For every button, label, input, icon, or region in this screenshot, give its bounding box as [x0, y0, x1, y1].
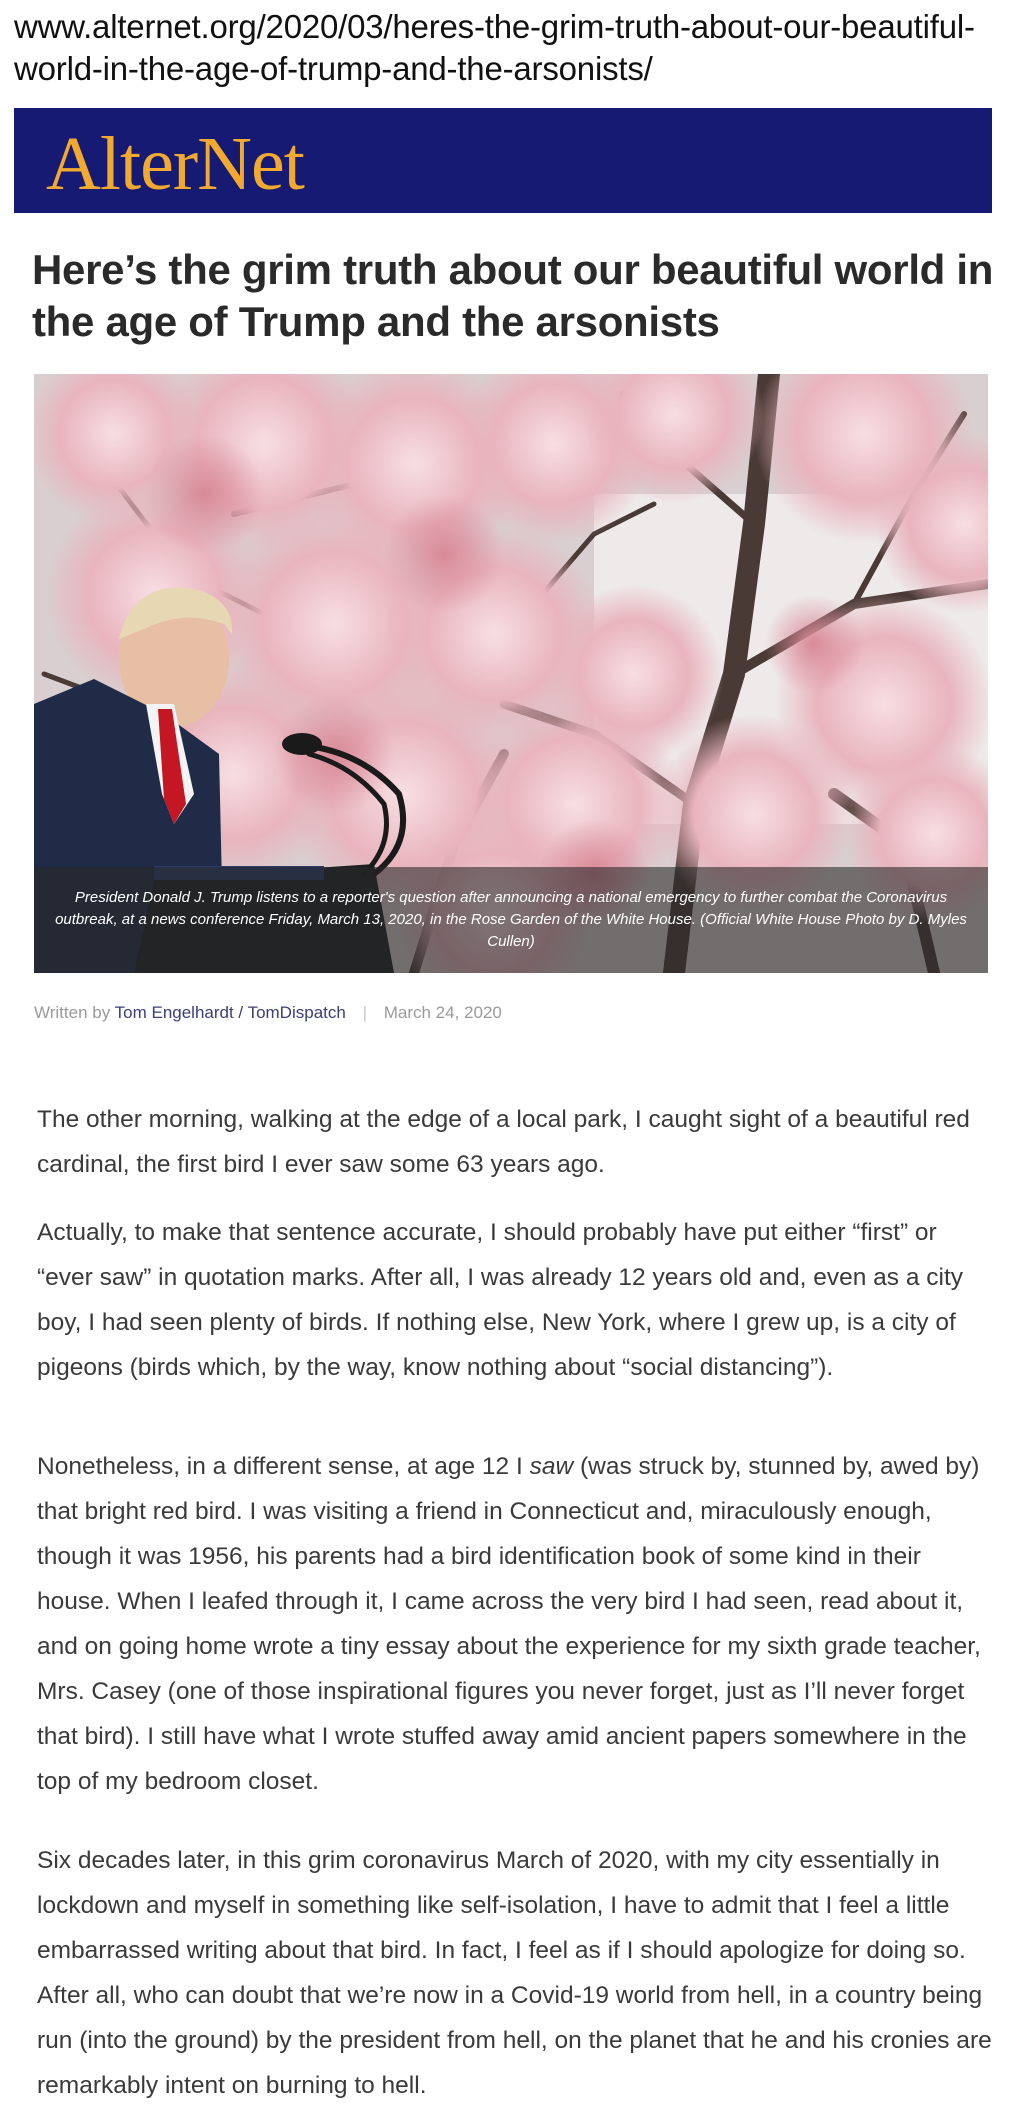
- paragraph-3-start: Nonetheless, in a different sense, at age 12 I: [37, 1453, 530, 1480]
- byline-prefix: Written by: [34, 1003, 111, 1022]
- paragraph-3-end: (was struck by, stunned by, awed by) that bright red bird. I was visiting a friend in Connecticut and, miraculously enough, though it was 1956, his parents had a bird identification book of some kind in their house. When I leafed through it, I came across the very bird I had seen, read about it, and on going home wrote a tiny essay about the experience for my sixth grade teacher, Mrs. Casey (one of those inspirational figures you never forget, just as I’ll never forget that bird). I still have what I wrote stuffed away amid ancient papers somewhere in the top of my bedroom closet.: [37, 1453, 981, 1795]
- site-header-banner: [14, 108, 992, 213]
- photo-caption: [34, 867, 988, 973]
- photo-caption-text: President Donald J. Trump listens to a reporter's question after announcing a national emergency to further combat the Coronavirus outbreak, at a news conference Friday, March 13, 2020, in the Rose Garden of the White House. (Official White House Photo by D. Myles Cullen): [55, 889, 967, 950]
- page-url-line-2: world-in-the-age-of-trump-and-the-arsonists/: [14, 50, 653, 87]
- paragraph-3-italic: saw: [529, 1453, 574, 1480]
- byline-date: March 24, 2020: [383, 1003, 502, 1022]
- paragraph-4: Six decades later, in this grim coronavirus March of 2020, with my city essentially in lockdown and myself in something like self-isolation, I have to admit that I feel a little embarrassed writing about that bird. In fact, I feel as if I should apologize for doing so. After all, who can doubt that we’re now in a Covid-19 world from hell, in a country being run (into the ground) by the president from hell, on the planet that he and his cronies are remarkably intent on burning to hell.: [37, 1847, 992, 2099]
- paragraph-3: [37, 1444, 999, 1804]
- page-url-line-1: www.alternet.org/2020/03/heres-the-grim-truth-about-our-beautiful-: [14, 8, 975, 45]
- alternet-logo[interactable]: AlterNet: [46, 122, 304, 206]
- byline-separator: |: [362, 1003, 367, 1022]
- article-byline: [34, 1003, 502, 1023]
- article-photo: [34, 374, 988, 973]
- article-title: Here’s the grim truth about our beautiful world in the age of Trump and the arsonists: [32, 246, 994, 345]
- byline-author-link[interactable]: Tom Engelhardt / TomDispatch: [114, 1003, 346, 1022]
- paragraph-2: Actually, to make that sentence accurate, I should probably have put either “first” or “ever saw” in quotation marks. After all, I was already 12 years old and, even as a city boy, I had seen plenty of birds. If nothing else, New York, where I grew up, is a city of pigeons (birds which, by the way, know nothing about “social distancing”).: [37, 1219, 963, 1381]
- page-url: [14, 6, 1004, 90]
- paragraph-1: The other morning, walking at the edge of a local park, I caught sight of a beautiful red cardinal, the first bird I ever saw some 63 years ago.: [37, 1106, 970, 1178]
